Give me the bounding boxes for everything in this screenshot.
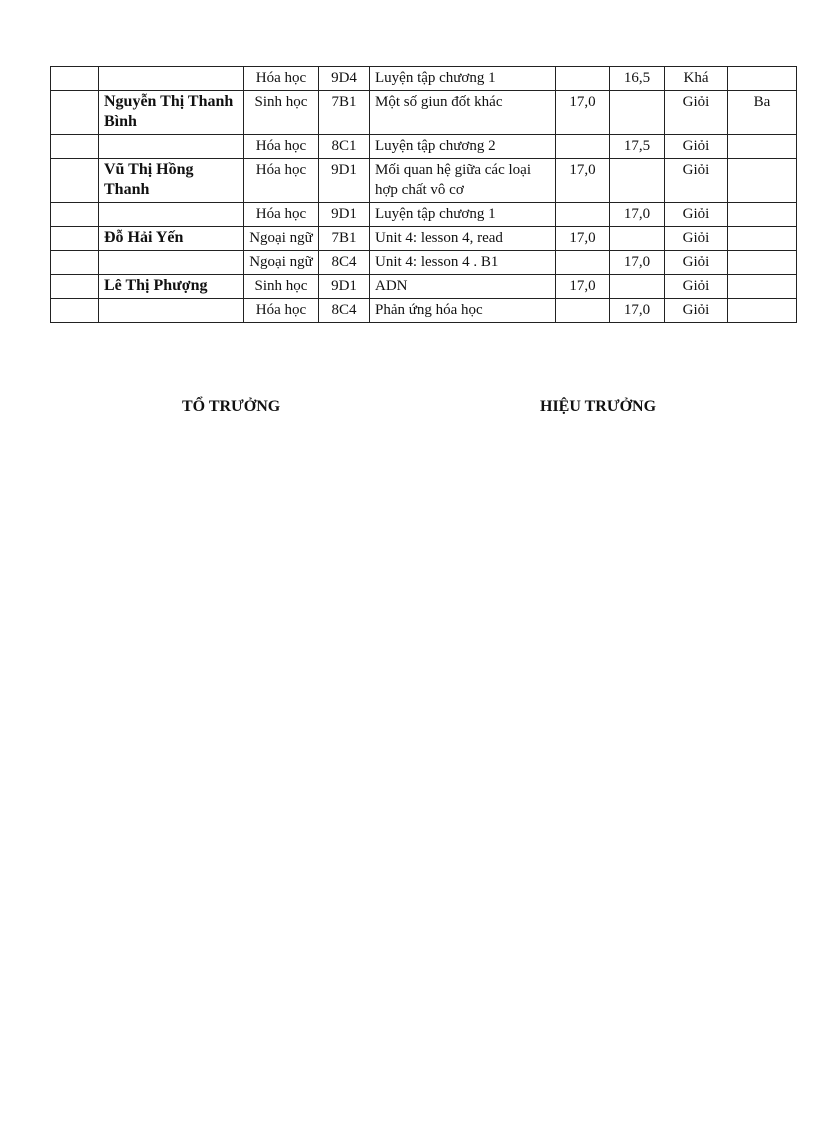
- score-first-cell: 17,0: [556, 275, 610, 299]
- class-cell: 9D1: [319, 203, 370, 227]
- lesson-title-cell: Phản ứng hóa học: [370, 299, 556, 323]
- row-number-cell: [51, 227, 99, 251]
- row-number-cell: [51, 135, 99, 159]
- lesson-title-cell: Luyện tập chương 1: [370, 203, 556, 227]
- subject-cell: Ngoại ngữ: [244, 251, 319, 275]
- rank-cell: Giỏi: [665, 299, 728, 323]
- lesson-title-cell: Unit 4: lesson 4, read: [370, 227, 556, 251]
- table-row: [51, 275, 797, 299]
- lesson-title-cell: Một số giun đốt khác: [370, 91, 556, 135]
- table-row: [51, 251, 797, 275]
- table-row: [51, 227, 797, 251]
- results-table: [50, 66, 797, 323]
- row-number-cell: [51, 67, 99, 91]
- lesson-title-cell: Luyện tập chương 1: [370, 67, 556, 91]
- table-row: [51, 67, 797, 91]
- class-cell: 9D4: [319, 67, 370, 91]
- prize-cell: [728, 203, 797, 227]
- score-second-cell: [610, 275, 665, 299]
- subject-cell: Hóa học: [244, 299, 319, 323]
- class-cell: 7B1: [319, 91, 370, 135]
- rank-cell: Giỏi: [665, 227, 728, 251]
- prize-cell: Ba: [728, 91, 797, 135]
- teacher-name-cell: Đỗ Hải Yến: [99, 227, 244, 251]
- team-leader-signature-label: TỔ TRƯỞNG: [182, 398, 281, 415]
- row-number-cell: [51, 251, 99, 275]
- lesson-title-cell: Unit 4: lesson 4 . B1: [370, 251, 556, 275]
- teacher-name-cell: [99, 251, 244, 275]
- score-second-cell: [610, 227, 665, 251]
- class-cell: 8C4: [319, 251, 370, 275]
- results-table-body: [51, 67, 797, 323]
- rank-cell: Giỏi: [665, 275, 728, 299]
- score-second-cell: [610, 91, 665, 135]
- row-number-cell: [51, 299, 99, 323]
- score-first-cell: 17,0: [556, 159, 610, 203]
- teacher-name-cell: Vũ Thị Hồng Thanh: [99, 159, 244, 203]
- score-second-cell: 17,0: [610, 299, 665, 323]
- score-second-cell: 17,5: [610, 135, 665, 159]
- rank-cell: Giỏi: [665, 135, 728, 159]
- teacher-name-cell: [99, 299, 244, 323]
- teacher-name-cell: Lê Thị Phượng: [99, 275, 244, 299]
- score-first-cell: [556, 67, 610, 91]
- table-row: [51, 203, 797, 227]
- rank-cell: Giỏi: [665, 203, 728, 227]
- score-first-cell: 17,0: [556, 91, 610, 135]
- signature-block: [0, 398, 816, 422]
- subject-cell: Ngoại ngữ: [244, 227, 319, 251]
- row-number-cell: [51, 91, 99, 135]
- score-second-cell: 17,0: [610, 251, 665, 275]
- lesson-title-cell: ADN: [370, 275, 556, 299]
- prize-cell: [728, 275, 797, 299]
- class-cell: 7B1: [319, 227, 370, 251]
- prize-cell: [728, 299, 797, 323]
- rank-cell: Giỏi: [665, 159, 728, 203]
- rank-cell: Giỏi: [665, 91, 728, 135]
- subject-cell: Hóa học: [244, 203, 319, 227]
- class-cell: 8C4: [319, 299, 370, 323]
- score-first-cell: [556, 135, 610, 159]
- table-row: [51, 159, 797, 203]
- row-number-cell: [51, 275, 99, 299]
- teacher-name-cell: [99, 203, 244, 227]
- prize-cell: [728, 159, 797, 203]
- teacher-name-cell: [99, 135, 244, 159]
- subject-cell: Sinh học: [244, 91, 319, 135]
- subject-cell: Sinh học: [244, 275, 319, 299]
- prize-cell: [728, 227, 797, 251]
- teacher-name-cell: [99, 67, 244, 91]
- score-first-cell: [556, 203, 610, 227]
- subject-cell: Hóa học: [244, 135, 319, 159]
- class-cell: 8C1: [319, 135, 370, 159]
- rank-cell: Khá: [665, 67, 728, 91]
- lesson-title-cell: Luyện tập chương 2: [370, 135, 556, 159]
- score-first-cell: [556, 251, 610, 275]
- prize-cell: [728, 251, 797, 275]
- subject-cell: Hóa học: [244, 159, 319, 203]
- table-row: [51, 299, 797, 323]
- score-second-cell: 17,0: [610, 203, 665, 227]
- prize-cell: [728, 135, 797, 159]
- score-first-cell: [556, 299, 610, 323]
- subject-cell: Hóa học: [244, 67, 319, 91]
- table-row: [51, 135, 797, 159]
- teacher-name-cell: Nguyễn Thị Thanh Bình: [99, 91, 244, 135]
- lesson-title-cell: Mối quan hệ giữa các loại hợp chất vô cơ: [370, 159, 556, 203]
- table-row: [51, 91, 797, 135]
- rank-cell: Giỏi: [665, 251, 728, 275]
- score-second-cell: 16,5: [610, 67, 665, 91]
- class-cell: 9D1: [319, 275, 370, 299]
- score-first-cell: 17,0: [556, 227, 610, 251]
- row-number-cell: [51, 159, 99, 203]
- score-second-cell: [610, 159, 665, 203]
- row-number-cell: [51, 203, 99, 227]
- class-cell: 9D1: [319, 159, 370, 203]
- prize-cell: [728, 67, 797, 91]
- principal-signature-label: HIỆU TRƯỞNG: [540, 398, 657, 415]
